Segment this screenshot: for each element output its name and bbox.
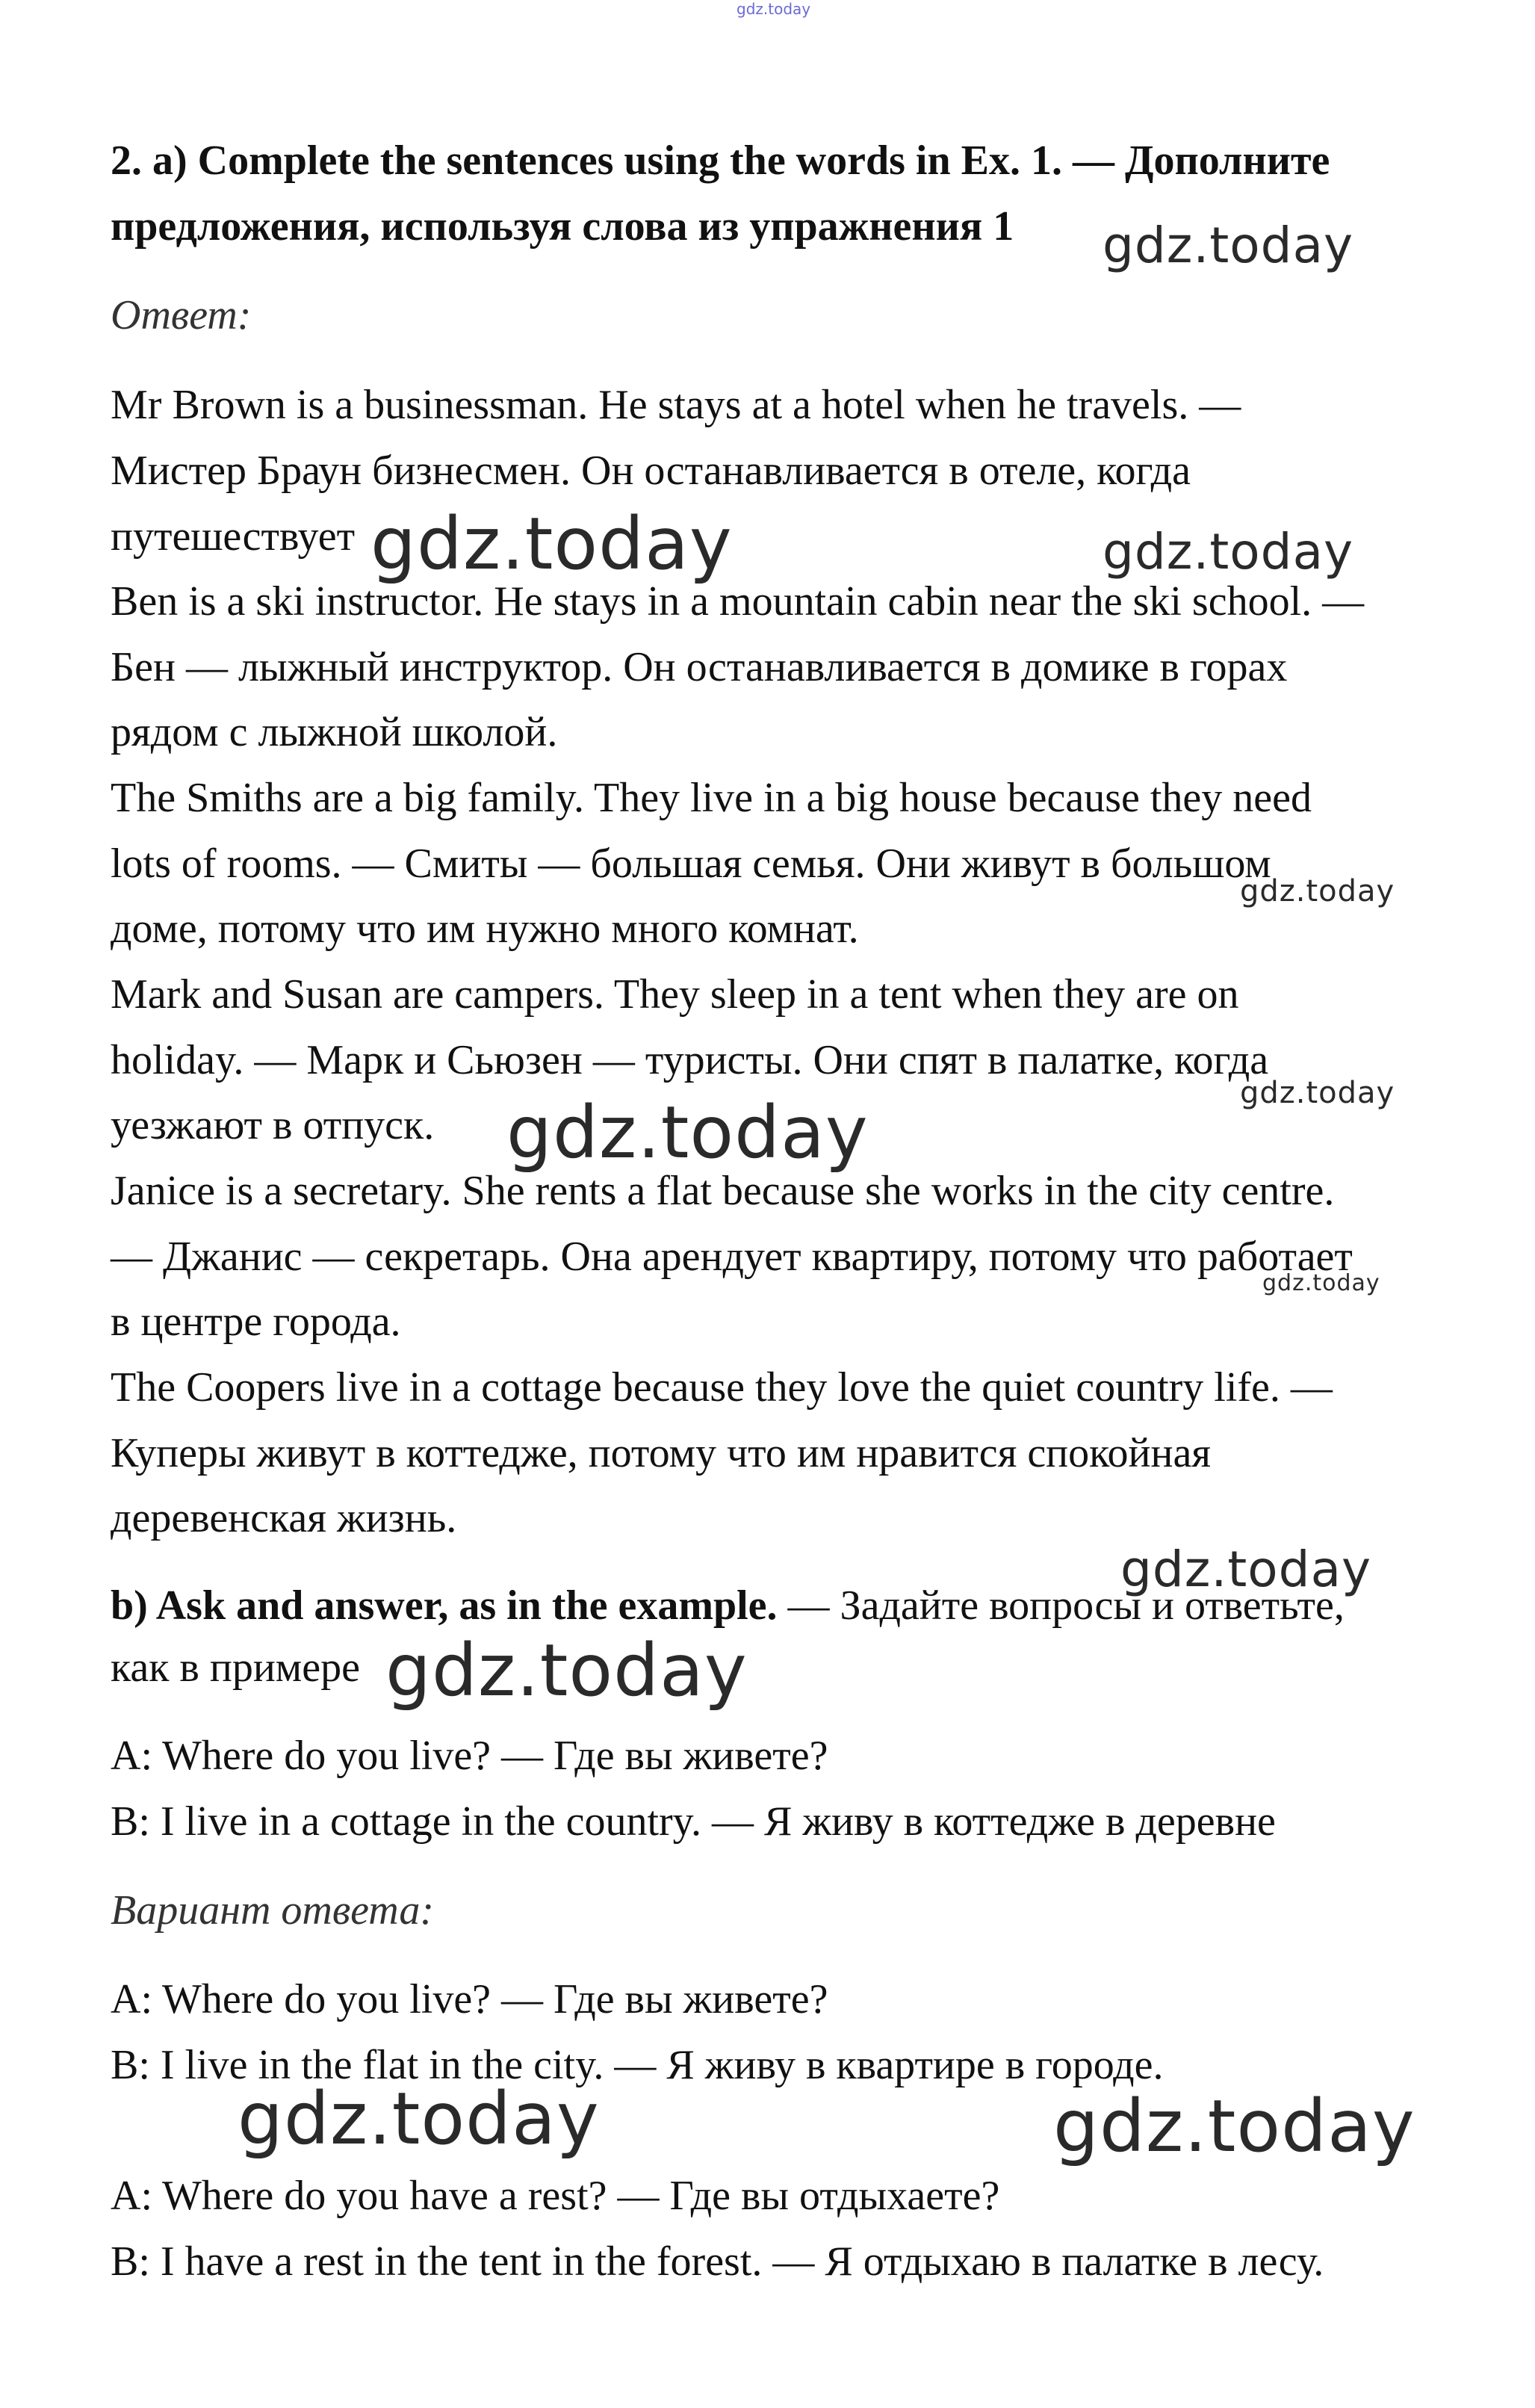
answer-line: доме, потому что им нужно много комнат. — [111, 906, 859, 952]
variant-line: B: I live in the flat in the city. — Я живу в квартире в городе. — [111, 2042, 1164, 2088]
watermark: gdz.today — [370, 502, 733, 586]
answer-line: The Coopers live in a cottage because they love the quiet country life. — — [111, 1364, 1333, 1411]
answer-line: уезжают в отпуск. — [111, 1102, 435, 1148]
answer-line: Mr Brown is a businessman. He stays at a hotel when he travels. — — [111, 382, 1241, 428]
example-line: B: I live in a cottage in the country. — Я живу в коттедже в деревне — [111, 1798, 1276, 1845]
answer-line: рядом с лыжной школой. — [111, 709, 558, 755]
answer-line: Куперы живут в коттедже, потому что им нравится спокойная — [111, 1430, 1212, 1476]
watermark: gdz.today — [1053, 2084, 1415, 2168]
variant-label: Вариант ответа: — [111, 1887, 435, 1934]
watermark: gdz.today — [1120, 1541, 1372, 1598]
watermark: gdz.today — [1103, 523, 1354, 581]
watermark: gdz.today — [385, 1629, 748, 1712]
exercise-b-title-bold: b) Ask and answer, as in the example. — [111, 1582, 778, 1629]
answer-line: — Джанис — секретарь. Она арендует квартиру, потому что работает — [111, 1234, 1353, 1280]
watermark: gdz.today — [1103, 217, 1354, 274]
answer-line: Ben is a ski instructor. He stays in a mountain cabin near the ski school. — — [111, 578, 1365, 625]
watermark: gdz.today — [1262, 1270, 1380, 1296]
answer-line: в центре города. — [111, 1299, 401, 1345]
exercise-b-title-rest: — Задайте вопросы и ответьте, — [777, 1582, 1345, 1629]
watermark: gdz.today — [1240, 1076, 1395, 1110]
exercise-title-line-2: предложения, используя слова из упражнения 1 — [111, 203, 1014, 250]
example-line: A: Where do you live? — Где вы живете? — [111, 1733, 828, 1779]
answer-line: lots of rooms. — Смиты — большая семья. Они живут в большом — [111, 841, 1271, 887]
answer-line: Janice is a secretary. She rents a flat because she works in the city centre. — [111, 1168, 1335, 1214]
variant-line: B: I have a rest in the tent in the forest. — Я отдыхаю в палатке в лесу. — [111, 2238, 1324, 2285]
watermark-top: gdz.today — [737, 0, 811, 18]
answer-line: holiday. — Марк и Сьюзен — туристы. Они спят в палатке, когда — [111, 1037, 1269, 1083]
answer-label: Ответ: — [111, 292, 252, 338]
answer-line: Мистер Браун бизнесмен. Он останавливается в отеле, когда — [111, 448, 1191, 494]
variant-line: A: Where do you have a rest? — Где вы отдыхаете? — [111, 2173, 1000, 2219]
watermark: gdz.today — [238, 2077, 600, 2161]
answer-line: Mark and Susan are campers. They sleep in a tent when they are on — [111, 971, 1239, 1018]
answer-line: путешествует — [111, 513, 356, 560]
answer-line: The Smiths are a big family. They live in a big house because they need — [111, 775, 1312, 821]
watermark: gdz.today — [1240, 874, 1395, 909]
exercise-title-line-1: 2. a) Complete the sentences using the words in Ex. 1. — Дополните — [111, 137, 1330, 184]
watermark: gdz.today — [506, 1091, 869, 1174]
answer-line: деревенская жизнь. — [111, 1495, 457, 1541]
exercise-b-title-line-2: как в примере — [111, 1644, 360, 1691]
answer-line: Бен — лыжный инструктор. Он останавливается в домике в горах — [111, 644, 1288, 690]
variant-line: A: Where do you live? — Где вы живете? — [111, 1976, 828, 2022]
